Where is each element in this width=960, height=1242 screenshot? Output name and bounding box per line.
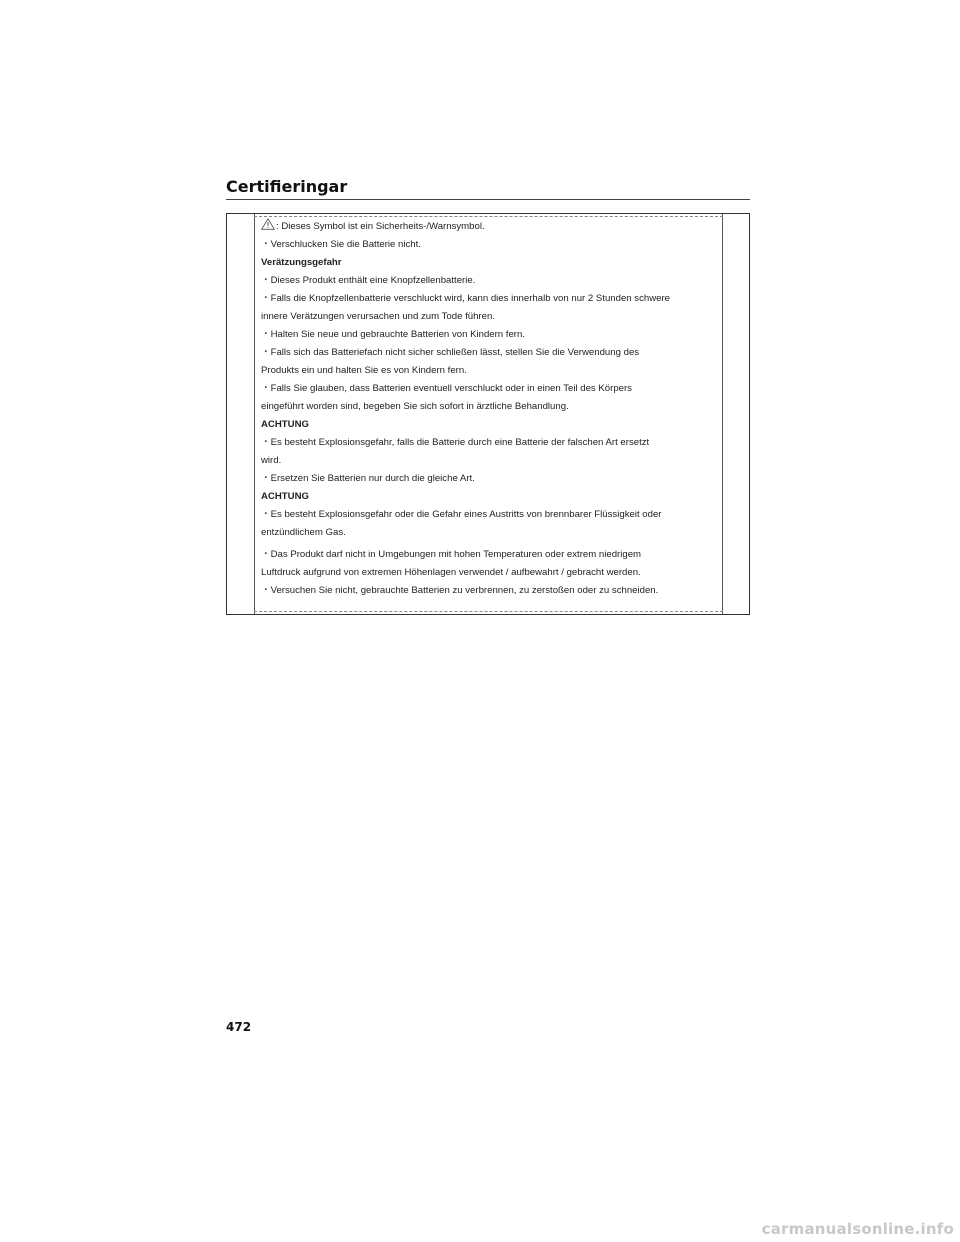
warning-line	[261, 308, 711, 326]
title-divider	[226, 199, 750, 200]
warning-line	[261, 564, 711, 582]
line-text: ・Versuchen Sie nicht, gebrauchte Batterien zu verbrennen, zu zerstoßen oder zu schneiden.	[261, 585, 659, 596]
warning-line	[261, 470, 711, 488]
battery-warning-panel	[226, 213, 750, 615]
warning-text-block	[261, 218, 711, 600]
page-number: 472	[226, 1020, 252, 1034]
warning-line	[261, 218, 711, 236]
line-text: innere Verätzungen verursachen und zum Tode führen.	[261, 311, 495, 322]
line-text: ・Falls Sie glauben, dass Batterien eventuell verschluckt oder in einen Teil des Körpers	[261, 383, 632, 394]
line-text: ・Es besteht Explosionsgefahr oder die Gefahr eines Austritts von brennbarer Flüssigkeit oder	[261, 509, 662, 520]
line-text: : Dieses Symbol ist ein Sicherheits-/Warnsymbol.	[276, 221, 485, 232]
line-text: Luftdruck aufgrund von extremen Höhenlagen verwendet / aufbewahrt / gebracht werden.	[261, 567, 641, 578]
warning-line	[261, 506, 711, 524]
warning-line	[261, 290, 711, 308]
panel-left-border	[254, 214, 255, 614]
line-text: ・Das Produkt darf nicht in Umgebungen mit hohen Temperaturen oder extrem niedrigem	[261, 549, 642, 560]
line-text: ACHTUNG	[261, 491, 309, 502]
line-text: ・Halten Sie neue und gebrauchte Batterien von Kindern fern.	[261, 329, 526, 340]
line-text: wird.	[261, 455, 282, 466]
warning-line	[261, 546, 711, 564]
warning-line	[261, 326, 711, 344]
warning-line	[261, 452, 711, 470]
warning-line	[261, 344, 711, 362]
line-text: ACHTUNG	[261, 419, 309, 430]
panel-top-dashed-border	[254, 216, 723, 217]
warning-line	[261, 398, 711, 416]
warning-line	[261, 434, 711, 452]
line-text: ・Dieses Produkt enthält eine Knopfzellenbatterie.	[261, 275, 476, 286]
panel-bottom-dashed-border	[254, 611, 723, 612]
warning-heading	[261, 416, 711, 434]
watermark: carmanualsonline.info	[761, 1220, 954, 1238]
warning-line	[261, 236, 711, 254]
warning-triangle-icon	[261, 218, 275, 230]
warning-heading	[261, 488, 711, 506]
warning-line	[261, 380, 711, 398]
line-text: eingeführt worden sind, begeben Sie sich sofort in ärztliche Behandlung.	[261, 401, 569, 412]
warning-line	[261, 362, 711, 380]
line-text: ・Falls sich das Batteriefach nicht sicher schließen lässt, stellen Sie die Verwendung des	[261, 347, 640, 358]
line-text: ・Verschlucken Sie die Batterie nicht.	[261, 239, 421, 250]
line-text: entzündlichem Gas.	[261, 527, 346, 538]
warning-line	[261, 272, 711, 290]
panel-right-border	[722, 214, 723, 614]
line-text: Produkts ein und halten Sie es von Kindern fern.	[261, 365, 467, 376]
line-text: ・Falls die Knopfzellenbatterie verschluckt wird, kann dies innerhalb von nur 2 Stunden schwere	[261, 293, 671, 304]
line-text: ・Ersetzen Sie Batterien nur durch die gleiche Art.	[261, 473, 475, 484]
section-title: Certifieringar	[226, 177, 348, 196]
warning-heading	[261, 254, 711, 272]
line-text: Verätzungsgefahr	[261, 257, 342, 268]
warning-line	[261, 524, 711, 542]
line-text: ・Es besteht Explosionsgefahr, falls die Batterie durch eine Batterie der falschen Art ersetzt	[261, 437, 650, 448]
warning-line	[261, 582, 711, 600]
